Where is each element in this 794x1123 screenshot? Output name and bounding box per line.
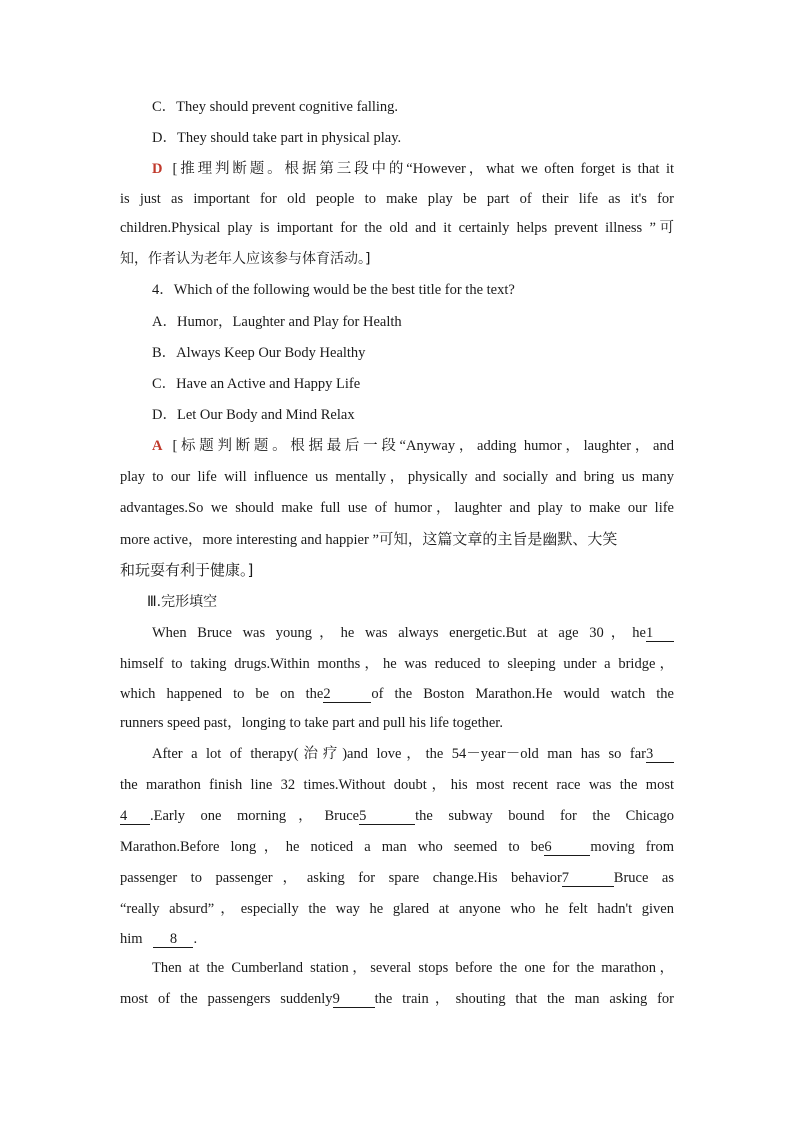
answer-q4-line-5: 和玩耍有利于健康。] [120,561,254,579]
cloze-p2-line-6: “really absurd”，especially the way he glared at anyone who he felt hadn't given [120,901,674,917]
cloze-p1-line-2: himself to taking drugs.Within months，he was reduced to sleeping under a bridge， [120,656,674,672]
answer-q3-line-4: 知，作者认为老年人应该参与体育活动。] [120,251,371,267]
cloze-p3-text-2b: the train，shouting that the man asking for [374,991,675,1007]
option-d-q4: D．Let Our Body and Mind Relax [152,407,355,423]
cloze-p2-line-7 [120,928,674,950]
cloze-p1-text-3b: of the Boston Marathon.He would watch the [371,686,674,702]
option-c-q4: C．Have an Active and Happy Life [152,376,361,392]
blank-8[interactable]: 8 [153,931,193,948]
cloze-p2-text-7b: . [193,931,198,947]
blank-3[interactable]: 3 [646,746,674,763]
cloze-p2-text-5a: passenger to passenger，asking for spare change.His behavior [120,870,562,886]
answer-q3-text-1: [推理判断题。根据第三段中的“However，what we often forget is that it [172,161,674,177]
answer-q4-line-3: advantages.So we should make full use of humor，laughter and play to make our life [120,500,674,516]
cloze-p2-text-1: After a lot of therapy(治疗)and love，the 54－year－old man has so far [152,746,646,762]
cloze-p1-line-3 [120,683,674,705]
answer-q4-text-4b: 这篇文章的主旨是幽默、大笑 [422,530,618,548]
cloze-p2-line-2: the marathon finish line 32 times.Without doubt，his most recent race was the most [120,777,674,793]
answer-q3-line-1 [152,158,674,180]
cloze-p2-line-1 [152,743,674,765]
cloze-p2-text-7a: him [120,931,143,947]
answer-q4-text-1: [标题判断题。根据最后一段“Anyway，adding humor，laughter，and [172,438,674,454]
blank-5[interactable]: 5 [359,808,415,825]
cloze-p3-text-2a: most of the passengers suddenly [120,991,333,1007]
cloze-p1-text-1: When Bruce was young，he was always energetic.But at age 30，he [152,625,646,641]
cloze-p2-text-4b: moving from [590,839,674,855]
cloze-p3-line-2 [120,988,674,1010]
blank-9[interactable]: 9 [333,991,375,1008]
answer-q3-line-2: is just as important for old people to make play be part of their life as it's for [120,191,674,207]
cloze-p2-text-3a: .Early one morning，Bruce [150,808,360,824]
cloze-p2-line-4 [120,836,674,858]
question-4-stem: 4．Which of the following would be the best title for the text? [152,282,515,298]
option-a-q4: A．Humor，Laughter and Play for Health [152,314,402,330]
cloze-p2-text-3b: the subway bound for the Chicago [415,808,674,824]
cloze-p3-line-1: Then at the Cumberland station，several stops before the one for the marathon， [152,960,674,976]
answer-q4-line-4 [120,528,674,550]
blank-7[interactable]: 7 [562,870,614,887]
blank-4[interactable]: 4 [120,808,150,825]
answer-letter-q4: A [152,438,163,454]
cloze-p2-line-5 [120,867,674,889]
cloze-p2-text-5b: Bruce as [613,870,674,886]
blank-2[interactable]: 2 [323,686,371,703]
cloze-p1-text-3a: which happened to be on the [120,686,324,702]
blank-1[interactable]: 1 [646,625,674,642]
cloze-p1-line-4: runners speed past，longing to take part and pull his life together. [120,715,503,731]
blank-6[interactable]: 6 [544,839,590,856]
answer-letter-q3: D [152,161,163,177]
option-c-q3: C．They should prevent cognitive falling. [152,99,399,115]
option-b-q4: B．Always Keep Our Body Healthy [152,345,366,361]
answer-q4-text-4a: more active，more interesting and happier ”可知， [120,532,423,548]
cloze-p1-line-1 [152,622,674,644]
option-d-q3: D．They should take part in physical play. [152,130,402,146]
cloze-p2-text-4a: Marathon.Before long，he noticed a man who seemed to be [120,839,545,855]
cloze-p2-line-3 [120,805,674,827]
section-title: Ⅲ.完形填空 [147,594,218,610]
answer-q4-line-1 [152,435,674,457]
answer-q4-line-2: play to our life will influence us mentally，physically and socially and bring us many [120,469,674,485]
answer-q3-line-3: children.Physical play is important for the old and it certainly helps prevent illness ”可 [120,220,674,236]
